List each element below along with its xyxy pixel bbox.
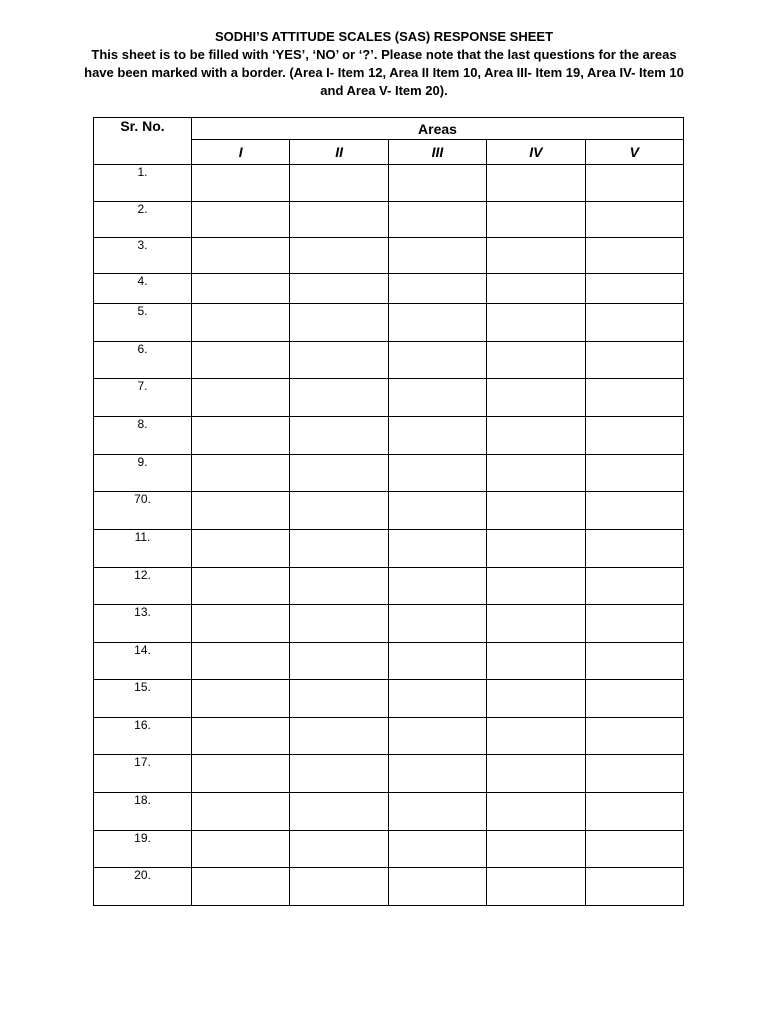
sr-no-cell: 18. [94, 793, 192, 831]
response-cell-area-4[interactable] [487, 643, 585, 680]
response-cell-area-2[interactable] [290, 568, 388, 605]
table-row [94, 492, 684, 530]
area-header-1: I [192, 140, 290, 165]
response-cell-area-3[interactable] [388, 417, 486, 455]
response-cell-area-1[interactable] [192, 605, 290, 643]
response-cell-area-2[interactable] [290, 831, 388, 868]
table-row [94, 605, 684, 643]
area-header-3: III [388, 140, 486, 165]
response-cell-area-4[interactable] [487, 793, 585, 831]
response-cell-area-4[interactable] [487, 755, 585, 793]
response-cell-area-1[interactable] [192, 274, 290, 304]
response-cell-area-3[interactable] [388, 342, 486, 379]
response-cell-area-2[interactable] [290, 304, 388, 342]
table-row [94, 680, 684, 718]
sr-no-cell: 5. [94, 304, 192, 342]
response-cell-area-1[interactable] [192, 831, 290, 868]
table-row [94, 274, 684, 304]
response-cell-area-1[interactable] [192, 417, 290, 455]
table-row [94, 831, 684, 868]
areas-header: Areas [192, 118, 684, 140]
response-cell-area-2[interactable] [290, 868, 388, 906]
table-row [94, 165, 684, 202]
response-cell-area-3[interactable] [388, 793, 486, 831]
response-cell-area-2[interactable] [290, 379, 388, 417]
sr-no-cell: 9. [94, 455, 192, 492]
response-cell-area-4[interactable] [487, 238, 585, 274]
response-cell-area-4[interactable] [487, 568, 585, 605]
response-cell-area-4[interactable] [487, 379, 585, 417]
table-row [94, 868, 684, 906]
response-cell-area-4[interactable] [487, 455, 585, 492]
response-cell-area-4[interactable] [487, 605, 585, 643]
response-cell-area-5[interactable] [585, 868, 683, 906]
sr-no-cell: 19. [94, 831, 192, 868]
response-cell-area-2[interactable] [290, 455, 388, 492]
response-cell-area-1[interactable] [192, 165, 290, 202]
response-cell-area-4[interactable] [487, 304, 585, 342]
response-cell-area-4[interactable] [487, 274, 585, 304]
table-row [94, 417, 684, 455]
response-cell-area-3[interactable] [388, 605, 486, 643]
response-cell-area-5[interactable] [585, 202, 683, 238]
response-cell-area-2[interactable] [290, 718, 388, 755]
response-cell-area-3[interactable] [388, 379, 486, 417]
response-cell-area-2[interactable] [290, 274, 388, 304]
response-cell-area-1[interactable] [192, 680, 290, 718]
table-row [94, 793, 684, 831]
sr-no-cell: 6. [94, 342, 192, 379]
response-cell-area-5[interactable] [585, 680, 683, 718]
sr-no-cell: 14. [94, 643, 192, 680]
sr-no-cell: 11. [94, 530, 192, 568]
sheet-title: SODHI’S ATTITUDE SCALES (SAS) RESPONSE SHEET [214, 29, 554, 44]
response-cell-area-5[interactable] [585, 831, 683, 868]
response-cell-area-2[interactable] [290, 755, 388, 793]
sr-no-cell: 12. [94, 568, 192, 605]
response-cell-area-5[interactable] [585, 568, 683, 605]
table-row [94, 568, 684, 605]
response-cell-area-3[interactable] [388, 202, 486, 238]
table-row [94, 304, 684, 342]
response-cell-area-3[interactable] [388, 492, 486, 530]
response-cell-area-1[interactable] [192, 342, 290, 379]
response-cell-area-4[interactable] [487, 417, 585, 455]
sr-no-cell: 7. [94, 379, 192, 417]
response-cell-area-1[interactable] [192, 868, 290, 906]
response-cell-area-5[interactable] [585, 718, 683, 755]
sr-no-cell: 8. [94, 417, 192, 455]
sr-no-cell: 13. [94, 605, 192, 643]
response-cell-area-2[interactable] [290, 165, 388, 202]
table-row [94, 643, 684, 680]
response-cell-area-3[interactable] [388, 718, 486, 755]
response-cell-area-5[interactable] [585, 492, 683, 530]
response-cell-area-2[interactable] [290, 202, 388, 238]
sr-no-cell: 15. [94, 680, 192, 718]
response-cell-area-1[interactable] [192, 379, 290, 417]
table-row [94, 755, 684, 793]
response-cell-area-1[interactable] [192, 568, 290, 605]
response-cell-area-5[interactable] [585, 304, 683, 342]
response-cell-area-1[interactable] [192, 492, 290, 530]
response-cell-area-2[interactable] [290, 492, 388, 530]
response-cell-area-3[interactable] [388, 165, 486, 202]
table-row [94, 342, 684, 379]
area-header-5: V [585, 140, 683, 165]
response-cell-area-5[interactable] [585, 605, 683, 643]
response-cell-area-3[interactable] [388, 304, 486, 342]
response-cell-area-1[interactable] [192, 793, 290, 831]
response-cell-area-4[interactable] [487, 680, 585, 718]
response-cell-area-5[interactable] [585, 455, 683, 492]
response-cell-area-3[interactable] [388, 680, 486, 718]
sr-no-cell: 1. [94, 165, 192, 202]
response-cell-area-4[interactable] [487, 831, 585, 868]
table-row [94, 238, 684, 274]
sr-no-cell: 4. [94, 274, 192, 304]
response-cell-area-4[interactable] [487, 718, 585, 755]
table-row [94, 718, 684, 755]
response-cell-area-2[interactable] [290, 417, 388, 455]
table-row [94, 379, 684, 417]
area-header-2: II [290, 140, 388, 165]
response-cell-area-5[interactable] [585, 379, 683, 417]
response-cell-area-4[interactable] [487, 165, 585, 202]
response-table [93, 117, 684, 906]
response-cell-area-2[interactable] [290, 530, 388, 568]
sheet-instructions: This sheet is to be filled with ‘YES’, ‘NO’ or ‘?’. Please note that the last questions for the areas have been marked with a border. (Area I- Item 12, Area II Item 10, Area III- Item 19, Area IV- Item 10 and Area V- Item 20). [84, 47, 684, 98]
response-cell-area-2[interactable] [290, 643, 388, 680]
response-cell-area-3[interactable] [388, 755, 486, 793]
response-cell-area-3[interactable] [388, 530, 486, 568]
sr-no-header: Sr. No. [94, 118, 192, 165]
response-cell-area-2[interactable] [290, 342, 388, 379]
sr-no-cell: 70. [94, 492, 192, 530]
response-cell-area-3[interactable] [388, 643, 486, 680]
response-rows [94, 165, 684, 906]
sheet-header [80, 28, 688, 100]
response-cell-area-5[interactable] [585, 342, 683, 379]
sr-no-cell: 2. [94, 202, 192, 238]
area-header-4: IV [487, 140, 585, 165]
response-cell-area-3[interactable] [388, 568, 486, 605]
sr-no-cell: 16. [94, 718, 192, 755]
table-row [94, 530, 684, 568]
response-cell-area-4[interactable] [487, 342, 585, 379]
response-cell-area-2[interactable] [290, 680, 388, 718]
response-cell-area-4[interactable] [487, 530, 585, 568]
response-cell-area-2[interactable] [290, 605, 388, 643]
response-cell-area-1[interactable] [192, 718, 290, 755]
response-cell-area-5[interactable] [585, 165, 683, 202]
response-cell-area-1[interactable] [192, 238, 290, 274]
response-cell-area-5[interactable] [585, 274, 683, 304]
response-cell-area-3[interactable] [388, 274, 486, 304]
response-cell-area-2[interactable] [290, 238, 388, 274]
sr-no-cell: 20. [94, 868, 192, 906]
response-cell-area-4[interactable] [487, 492, 585, 530]
response-cell-area-1[interactable] [192, 643, 290, 680]
table-row [94, 455, 684, 492]
sr-no-cell: 17. [94, 755, 192, 793]
response-cell-area-1[interactable] [192, 530, 290, 568]
response-cell-area-5[interactable] [585, 793, 683, 831]
response-cell-area-1[interactable] [192, 304, 290, 342]
sr-no-cell: 3. [94, 238, 192, 274]
response-cell-area-5[interactable] [585, 530, 683, 568]
response-cell-area-2[interactable] [290, 793, 388, 831]
table-row [94, 202, 684, 238]
response-cell-area-5[interactable] [585, 643, 683, 680]
response-cell-area-5[interactable] [585, 755, 683, 793]
response-cell-area-4[interactable] [487, 202, 585, 238]
response-cell-area-3[interactable] [388, 831, 486, 868]
response-cell-area-3[interactable] [388, 868, 486, 906]
response-cell-area-3[interactable] [388, 455, 486, 492]
response-cell-area-3[interactable] [388, 238, 486, 274]
response-cell-area-4[interactable] [487, 868, 585, 906]
response-cell-area-5[interactable] [585, 238, 683, 274]
response-cell-area-1[interactable] [192, 755, 290, 793]
response-cell-area-1[interactable] [192, 202, 290, 238]
response-cell-area-1[interactable] [192, 455, 290, 492]
response-cell-area-5[interactable] [585, 417, 683, 455]
